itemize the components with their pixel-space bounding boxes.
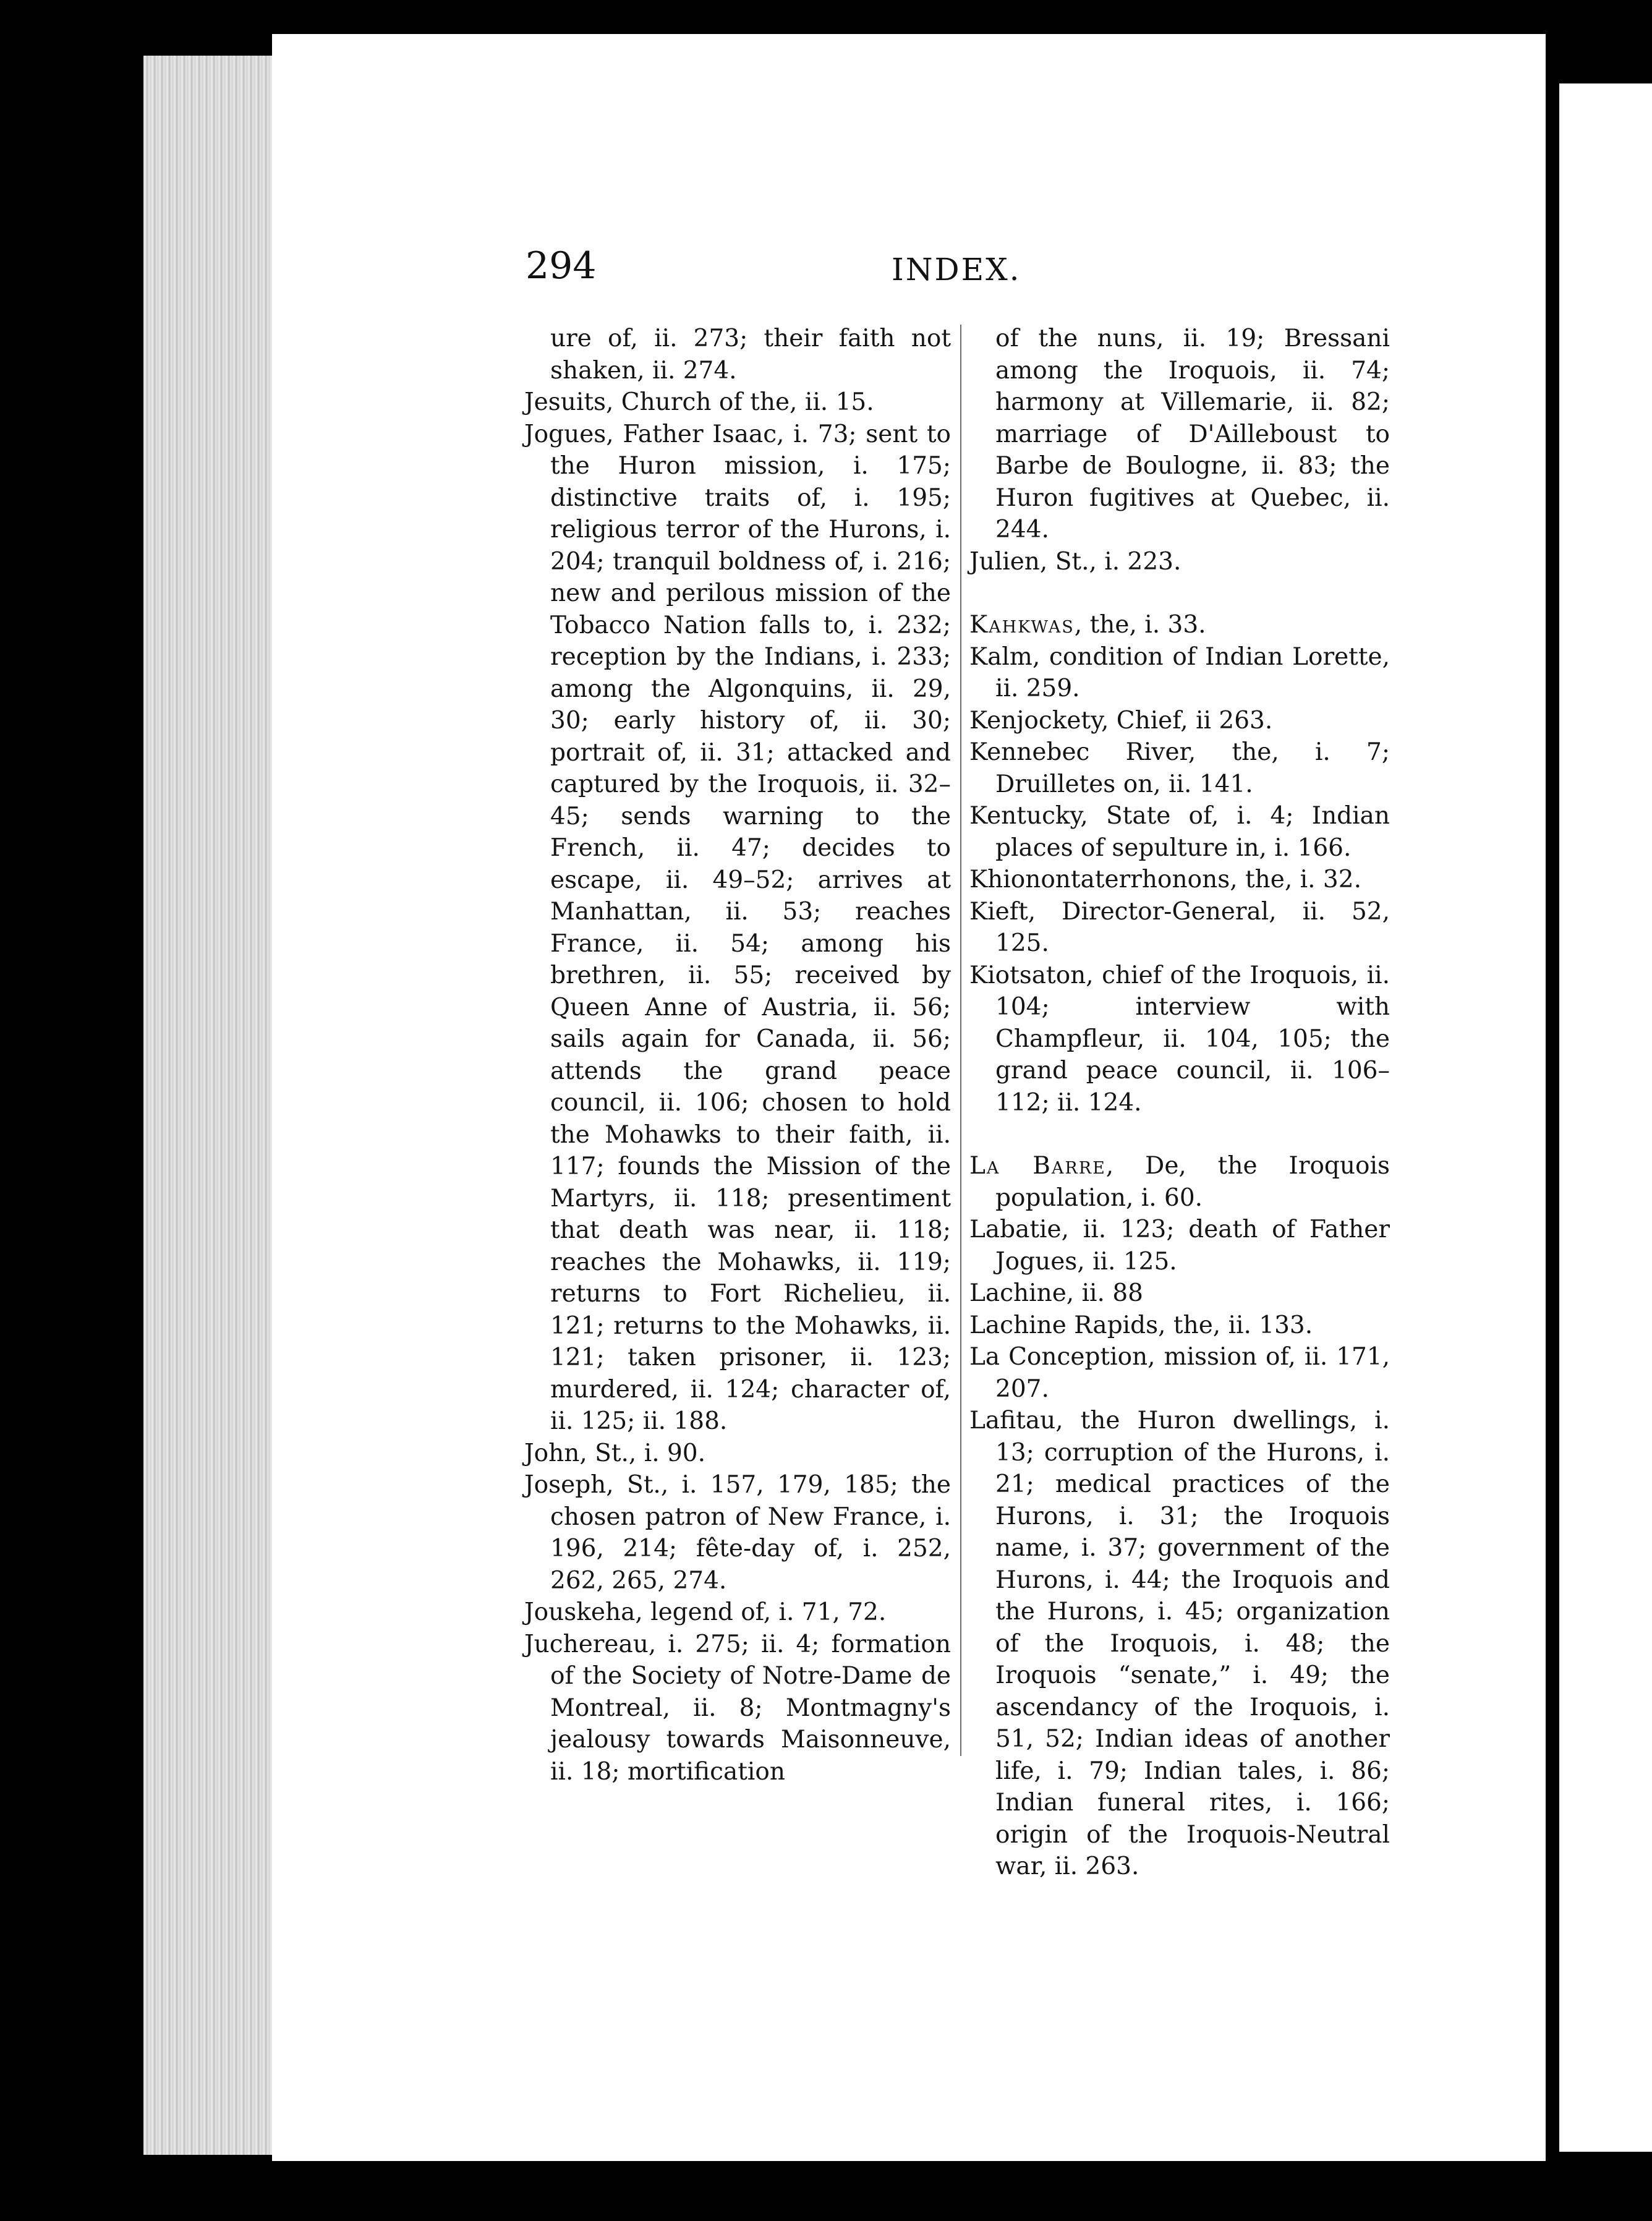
index-entry-text: Lafitau, the Huron dwellings, i. 13; corruption of the Hurons, i. 21; medical practices of the Hurons, i. 31; the Iroquois name, i. 37; government of the Hurons, i. 44; the Iroquois and the Hurons, i. 45; organization of the Iroquois, i. 48; the Iroquois “senate,” i. 49; the ascendancy of the Iroquois, i. 51, 52; Indian ideas of another life, i. 79; Indian tales, i. 86; Indian funeral rites, i. 166; origin of the Iroquois-Neutral war, ii. 263. (969, 1407, 1390, 1880)
index-entry-text: Kiotsaton, chief of the Iroquois, ii. 104; interview with Champfleur, ii. 104, 105; the grand peace council, ii. 106–112; ii. 124. (969, 961, 1390, 1117)
index-entry (969, 641, 1390, 705)
index-entry-text: Lachine, ii. 88 (969, 1279, 1143, 1307)
page-number: 294 (526, 244, 597, 288)
index-entry-lead: La Barre (969, 1152, 1106, 1180)
page-header (526, 244, 1391, 300)
index-entry (524, 1469, 951, 1596)
index-entry-text: Labatie, ii. 123; death of Father Jogues, ii. 125. (969, 1216, 1390, 1276)
index-entry (524, 386, 951, 419)
index-entry-text: Jesuits, Church of the, ii. 15. (524, 388, 874, 416)
index-entry-text: Jogues, Father Isaac, i. 73; sent to the Huron mission, i. 175; distinctive traits of, i. 195; religious terror of the Hurons, i. 204; tranquil boldness of, i. 216; new and perilous mission of the Tobacco Nation falls to, i. 232; reception by the Indians, i. 233; among the Algonquins, ii. 29, 30; early history of, ii. 30; portrait of, ii. 31; attacked and captured by the Iroquois, ii. 32–45; sends warning to the French, ii. 47; decides to escape, ii. 49–52; arrives at Manhattan, ii. 53; reaches France, ii. 54; among his brethren, ii. 55; received by Queen Anne of Austria, ii. 56; sails again for Canada, ii. 56; attends the grand peace council, ii. 106; chosen to hold the Mohawks to their faith, ii. 117; founds the Mission of the Martyrs, ii. 118; presentiment that death was near, ii. 118; reaches the Mohawks, ii. 119; returns to Fort Richelieu, ii. 121; returns to the Mohawks, ii. 121; taken prisoner, ii. 123; murdered, ii. 124; character of, ii. 125; ii. 188. (524, 420, 951, 1435)
index-entry-text: Kennebec River, the, i. 7; Druilletes on, ii. 141. (969, 738, 1390, 798)
letter-section-gap (969, 578, 1390, 609)
facing-page-sliver (1559, 83, 1652, 2152)
index-entry-text: Kentucky, State of, i. 4; Indian places of sepulture in, i. 166. (969, 802, 1390, 862)
index-entry-text: Juchereau, i. 275; ii. 4; formation of the Society of Notre-Dame de Montreal, ii. 8; Montmagny's jealousy towards Maisonneuve, ii. 18; mortification (524, 1630, 951, 1786)
index-entry (969, 864, 1390, 896)
index-entry (969, 1310, 1390, 1342)
index-entry-text: , De, the Iroquois population, i. 60. (995, 1152, 1390, 1212)
index-entry-text: Lachine Rapids, the, ii. 133. (969, 1311, 1313, 1339)
index-entry (969, 1150, 1390, 1214)
index-entry (524, 1629, 951, 1788)
index-entry (969, 1405, 1390, 1883)
index-entry (969, 1341, 1390, 1405)
index-entry-text: John, St., i. 90. (524, 1439, 706, 1467)
index-entry (969, 800, 1390, 864)
index-entry (969, 609, 1390, 641)
index-entry-lead: Kahkwas (969, 611, 1075, 639)
index-entry-text: Joseph, St., i. 157, 179, 185; the chosen patron of New France, i. 196, 214; fête-day of, i. 252, 262, 265, 274. (524, 1471, 951, 1595)
index-column-right (969, 323, 1390, 1883)
index-entry (524, 1596, 951, 1629)
index-column-left (524, 323, 951, 1788)
index-entry-text: Kenjockety, Chief, ii 263. (969, 706, 1273, 735)
index-entry (969, 960, 1390, 1119)
index-entry (969, 736, 1390, 800)
index-entry (969, 1214, 1390, 1277)
index-entry-text: Julien, St., i. 223. (969, 547, 1182, 576)
index-entry-text: Khionontaterrhonons, the, i. 32. (969, 866, 1361, 893)
index-entry-text: of the nuns, ii. 19; Bressani among the Iroquois, ii. 74; harmony at Villemarie, ii. 82; marriage of D'Ailleboust to Barbe de Boulogne, ii. 83; the Huron fugitives at Quebec, ii. 244. (995, 325, 1390, 544)
index-entry (969, 896, 1390, 960)
index-entry-text: Kieft, Director-General, ii. 52, 125. (969, 897, 1390, 957)
index-entry-text: ure of, ii. 273; their faith not shaken, ii. 274. (550, 325, 951, 385)
index-entry (969, 1277, 1390, 1310)
index-entry (524, 323, 951, 386)
letter-section-gap (969, 1119, 1390, 1150)
index-entry-text: Jouskeha, legend of, i. 71, 72. (524, 1598, 887, 1626)
index-entry (969, 705, 1390, 737)
running-title: INDEX. (892, 252, 1021, 288)
index-entry-text: Kalm, condition of Indian Lorette, ii. 259. (969, 642, 1390, 702)
index-entry-text: La Conception, mission of, ii. 171, 207. (969, 1343, 1390, 1403)
index-entry (969, 323, 1390, 546)
column-divider (960, 325, 961, 1756)
index-entry (524, 419, 951, 1438)
book-page-edges (143, 56, 286, 2155)
index-entry-text: , the, i. 33. (1074, 611, 1206, 639)
index-entry (524, 1438, 951, 1470)
index-entry (969, 546, 1390, 578)
